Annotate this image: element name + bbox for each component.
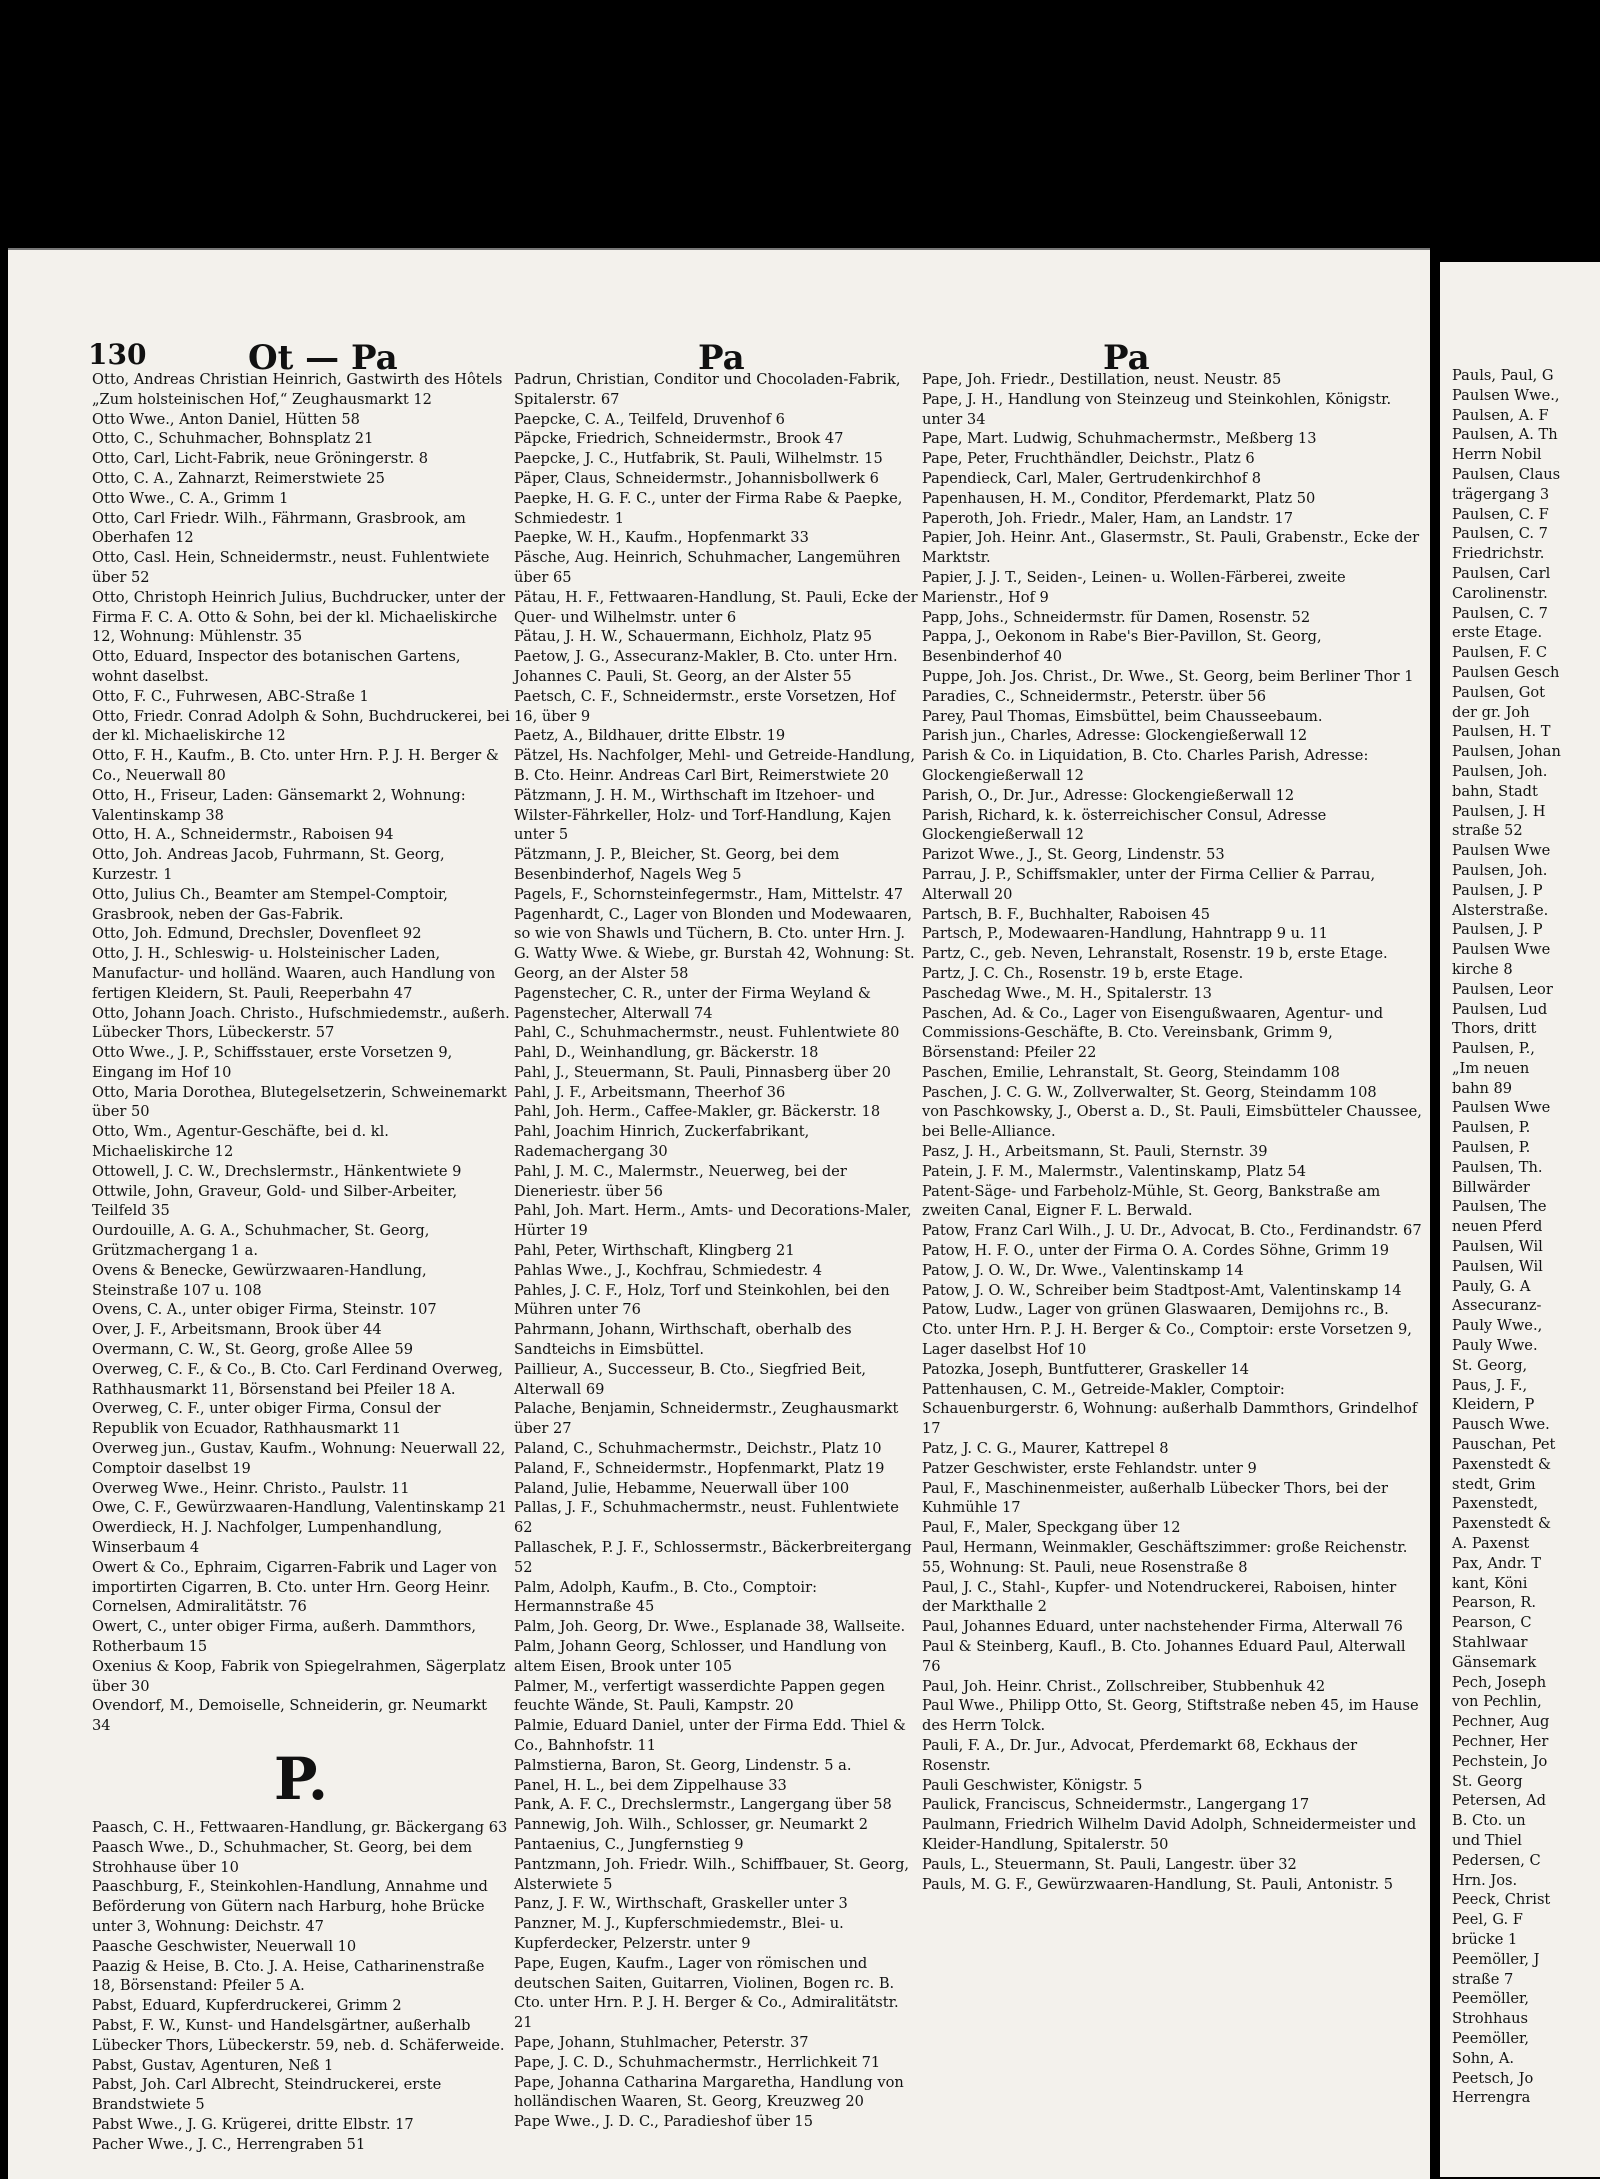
directory-entry: Paulsen, J. P [1452,881,1543,899]
directory-entry: Paland, Julie, Hebamme, Neuerwall über 100 [514,1479,850,1497]
directory-entry: Pahl, Joh. Herm., Caffee-Makler, gr. Bäckerstr. 18 [514,1103,881,1121]
directory-entry: Otto Wwe., Anton Daniel, Hütten 58 [92,410,360,428]
directory-entry: Palm, Johann Georg, Schlosser, und Handlung von altem Eisen, Brook unter 105 [514,1638,887,1675]
directory-entry: Otto, Wm., Agentur-Geschäfte, bei d. kl. Michaeliskirche 12 [92,1123,389,1161]
directory-entry: Paulsen Wwe [1452,941,1551,959]
directory-entry: Pabst Wwe., J. G. Krügerei, dritte Elbstr. 17 [92,2115,414,2133]
directory-entry: Pabst, F. W., Kunst- und Handelsgärtner, außerhalb Lübecker Thors, Lübeckerstr. 59, neb. d. Schäferweide. [92,2016,505,2054]
directory-entry: Papier, J. J. T., Seiden-, Leinen- u. Wollen-Färberei, zweite Marienstr., Hof 9 [922,568,1346,606]
directory-entry: Billwärder [1452,1178,1530,1196]
directory-entry: Peemöller, [1452,2029,1530,2047]
directory-entry: Paschen, Emilie, Lehranstalt, St. Georg, Steindamm 108 [922,1063,1340,1081]
directory-entry: Paulsen, J. H [1452,802,1546,820]
directory-entry: Pauly, G. A [1452,1277,1531,1295]
directory-entry: Pechner, Her [1452,1732,1549,1750]
directory-entry: Panel, H. L., bei dem Zippelhause 33 [514,1776,787,1794]
directory-entry: Papp, Johs., Schneidermstr. für Damen, Rosenstr. 52 [922,608,1311,626]
directory-entry: Peetsch, Jo [1452,2069,1534,2087]
directory-entry: Paulsen, F. C [1452,644,1548,662]
directory-entry: Pabst, Gustav, Agenturen, Neß 1 [92,2056,334,2074]
directory-entry: Pagels, F., Schornsteinfegermstr., Ham, Mittelstr. 47 [514,885,904,903]
directory-entry: Paxenstedt, [1452,1495,1538,1513]
directory-entry: Palm, Adolph, Kaufm., B. Cto., Comptoir: Hermannstraße 45 [514,1578,817,1616]
directory-entry: kant, Köni [1452,1574,1528,1592]
directory-entry: Patow, H. F. O., unter der Firma O. A. Cordes Söhne, Grimm 19 [922,1242,1390,1260]
directory-entry: Peeck, Christ [1452,1891,1551,1909]
directory-entry: Owert, C., unter obiger Firma, außerh. Dammthors, Rotherbaum 15 [92,1618,477,1655]
directory-entry: Paland, C., Schuhmachermstr., Deichstr., Platz 10 [514,1440,882,1458]
facing-page-column [1440,262,1600,2108]
directory-entry: Palache, Benjamin, Schneidermstr., Zeughausmarkt über 27 [514,1400,899,1438]
directory-entry: Parey, Paul Thomas, Eimsbüttel, beim Chausseebaum. [922,707,1323,725]
directory-entry: Paazig & Heise, B. Cto. J. A. Heise, Catharinenstraße 18, Börsenstand: Pfeiler 5 A. [92,1957,485,1995]
directory-entry: Paetow, J. G., Assecuranz-Makler, B. Cto. unter Hrn. Johannes C. Pauli, St. Georg, an der Alster 55 [514,648,898,685]
directory-entry: Patent-Säge- und Farbeholz-Mühle, St. Georg, Bankstraße am zweiten Canal, Eigner F. L. Berwald. [922,1182,1381,1220]
directory-entry: Pahl, Joachim Hinrich, Zuckerfabrikant, Rademachergang 30 [514,1123,810,1161]
directory-entry: Ottowell, J. C. W., Drechslermstr., Hänkentwiete 9 [92,1162,462,1180]
directory-entry: Paschen, J. C. G. W., Zollverwalter, St. Georg, Steindamm 108 [922,1083,1377,1101]
directory-entry: Ottwile, John, Graveur, Gold- und Silber-Arbeiter, Teilfeld 35 [92,1182,458,1220]
page-number: 130 [88,338,147,371]
directory-entry: Paschedag Wwe., M. H., Spitalerstr. 13 [922,984,1212,1002]
directory-entry: Pausch Wwe. [1452,1416,1550,1434]
directory-entry: Pax, Andr. T [1452,1554,1542,1572]
directory-entry: Pahles, J. C. F., Holz, Torf und Steinkohlen, bei den Mühren unter 76 [514,1281,890,1319]
directory-entry: Otto, Carl, Licht-Fabrik, neue Gröningerstr. 8 [92,450,429,468]
directory-entry: Patow, Ludw., Lager von grünen Glaswaaren, Demijohns rc., B. Cto. unter Hrn. P. J. H. Berger & Co., Comptoir: erste Vorsetzen 9, Lager daselbst Hof 10 [922,1301,1412,1359]
section-letter: P. [273,1744,329,1813]
directory-entry: Owe, C. F., Gewürzwaaren-Handlung, Valentinskamp 21 [92,1499,507,1517]
directory-entry: Parish, Richard, k. k. österreichischer Consul, Adresse Glockengießerwall 12 [922,806,1327,844]
directory-entry: Paxenstedt & [1452,1455,1551,1473]
directory-entry: Kleidern, P [1452,1396,1535,1414]
directory-entry: Pape, J. H., Handlung von Steinzeug und Steinkohlen, Königstr. unter 34 [922,390,1392,428]
directory-entry: von Pechlin, [1452,1693,1542,1711]
directory-entry: Paetsch, C. F., Schneidermstr., erste Vorsetzen, Hof 16, über 9 [514,687,896,725]
directory-entry: Overweg jun., Gustav, Kaufm., Wohnung: Neuerwall 22, Comptoir daselbst 19 [92,1440,506,1477]
directory-entry: Paulsen Wwe [1452,842,1551,860]
directory-entry: Paland, F., Schneidermstr., Hopfenmarkt, Platz 19 [514,1459,885,1477]
directory-entry: Pape, Johann, Stuhlmacher, Peterstr. 37 [514,2033,809,2051]
directory-entry: Pallaschek, P. J. F., Schlossermstr., Bäckerbreitergang 52 [514,1539,912,1576]
directory-entry: Paperoth, Joh. Friedr., Maler, Ham, an Landstr. 17 [922,509,1294,527]
directory-entry: St. Georg [1452,1772,1523,1790]
directory-entry: Patow, Franz Carl Wilh., J. U. Dr., Advocat, B. Cto., Ferdinandstr. 67 [922,1222,1422,1240]
directory-entry: Otto, Carl Friedr. Wilh., Fährmann, Grasbrook, am Oberhafen 12 [92,509,466,547]
directory-entry: Otto Wwe., J. P., Schiffsstauer, erste Vorsetzen 9, Eingang im Hof 10 [92,1044,453,1081]
directory-entry: Pauli, F. A., Dr. Jur., Advocat, Pferdemarkt 68, Eckhaus der Rosenstr. [922,1736,1358,1774]
directory-entry: Pabst, Eduard, Kupferdruckerei, Grimm 2 [92,1997,402,2015]
directory-entry: Paul, Joh. Heinr. Christ., Zollschreiber, Stubbenhuk 42 [922,1677,1326,1695]
directory-entry: Otto, C. A., Zahnarzt, Reimerstwiete 25 [92,469,385,487]
directory-entry: Päsche, Aug. Heinrich, Schuhmacher, Langemühren über 65 [514,549,901,586]
directory-entry: Paulsen, H. T [1452,723,1551,741]
directory-entry: Oxenius & Koop, Fabrik von Spiegelrahmen, Sägerplatz über 30 [92,1657,506,1695]
directory-entry: Pauls, Paul, G [1452,367,1554,384]
directory-entry: Otto, H. A., Schneidermstr., Raboisen 94 [92,826,394,844]
directory-entry: Paul, F., Maschinenmeister, außerhalb Lübecker Thors, bei der Kuhmühle 17 [922,1479,1389,1517]
directory-entry: Parrau, J. P., Schiffsmakler, unter der Firma Cellier & Parrau, Alterwall 20 [922,865,1376,903]
directory-entry: und Thiel [1452,1831,1522,1849]
directory-entry: Otto Wwe., C. A., Grimm 1 [92,489,289,507]
directory-entry: Otto, Friedr. Conrad Adolph & Sohn, Buchdruckerei, bei der kl. Michaeliskirche 12 [92,707,510,745]
directory-entry: Papendieck, Carl, Maler, Gertrudenkirchhof 8 [922,469,1262,487]
directory-entry: Overweg, C. F., unter obiger Firma, Consul der Republik von Ecuador, Rathhausmarkt 11 [92,1400,441,1438]
directory-entry: Paepke, H. G. F. C., unter der Firma Rabe & Paepke, Schmiedestr. 1 [514,489,903,527]
directory-entry: Paepcke, C. A., Teilfeld, Druvenhof 6 [514,410,785,428]
directory-entry: neuen Pferd [1452,1218,1543,1236]
directory-entry: Sohn, A. [1452,2049,1515,2067]
directory-entry: straße 52 [1452,822,1523,840]
directory-entry: Paulsen, Wil [1452,1238,1543,1256]
directory-column-2 [514,370,918,2132]
directory-entry: Otto, Joh. Andreas Jacob, Fuhrmann, St. Georg, Kurzestr. 1 [92,846,445,883]
directory-entry: St. Georg, [1452,1356,1528,1374]
directory-entry: Paetz, A., Bildhauer, dritte Elbstr. 19 [514,727,786,745]
directory-entry: Paepke, W. H., Kaufm., Hopfenmarkt 33 [514,529,809,547]
directory-entry: Otto, Casl. Hein, Schneidermstr., neust. Fuhlentwiete über 52 [92,549,490,586]
directory-entry: Patow, J. O. W., Dr. Wwe., Valentinskamp 14 [922,1261,1244,1279]
directory-entry: Pearson, R. [1452,1594,1537,1612]
directory-entry: Pape, J. C. D., Schuhmachermstr., Herrlichkeit 71 [514,2053,881,2071]
directory-entry: bahn, Stadt [1452,782,1538,800]
directory-entry: Partz, C., geb. Neven, Lehranstalt, Rosenstr. 19 b, erste Etage. [922,945,1388,963]
directory-entry: Pape, Eugen, Kaufm., Lager von römischen und deutschen Saiten, Guitarren, Violinen, Bogen rc. B. Cto. unter Hrn. P. J. H. Berger & Co., Admiralitätstr. 21 [514,1954,899,2032]
directory-entry: Pacher Wwe., J. C., Herrengraben 51 [92,2135,366,2153]
directory-entry: Paulsen, P., [1452,1040,1535,1058]
directory-entry: Pahlas Wwe., J., Kochfrau, Schmiedestr. 4 [514,1261,823,1279]
directory-entry: Papenhausen, H. M., Conditor, Pferdemarkt, Platz 50 [922,489,1316,507]
running-header-right: Pa [1103,338,1150,378]
directory-entry: Partsch, P., Modewaaren-Handlung, Hahntrapp 9 u. 11 [922,925,1328,943]
directory-entry: Pätau, J. H. W., Schauermann, Eichholz, Platz 95 [514,628,873,646]
directory-entry: Pahrmann, Johann, Wirthschaft, oberhalb des Sandteichs in Eimsbüttel. [514,1321,852,1359]
directory-entry: Päpcke, Friedrich, Schneidermstr., Brook 47 [514,430,844,448]
directory-entry: Paulsen, Johan [1452,743,1561,761]
directory-entry: Pauls, L., Steuermann, St. Pauli, Langestr. über 32 [922,1855,1297,1873]
directory-entry: Paradies, C., Schneidermstr., Peterstr. über 56 [922,687,1267,705]
directory-entry: Patzer Geschwister, erste Fehlandstr. unter 9 [922,1459,1257,1477]
directory-entry: Paulsen, P. [1452,1119,1531,1137]
directory-entry: Paaschburg, F., Steinkohlen-Handlung, Annahme und Beförderung von Gütern nach Harburg, hohe Brücke unter 3, Wohnung: Deichstr. 47 [92,1878,488,1935]
directory-entry: Paul & Steinberg, Kaufl., B. Cto. Johannes Eduard Paul, Alterwall 76 [922,1638,1406,1675]
directory-entry: Paulsen, The [1452,1198,1547,1216]
directory-entry: Pahl, J. M. C., Malermstr., Neuerweg, bei der Dieneriestr. über 56 [514,1162,847,1200]
running-header-left: Ot — Pa [248,338,398,378]
directory-entry: Pape, Peter, Fruchthändler, Deichstr., Platz 6 [922,450,1255,468]
directory-entry: Pechstein, Jo [1452,1752,1548,1770]
facing-page-fragment [1440,262,1600,2177]
directory-entry: Pantaenius, C., Jungfernstieg 9 [514,1835,744,1853]
directory-entry: Parish, O., Dr. Jur., Adresse: Glockengießerwall 12 [922,786,1295,804]
directory-entry: Paulsen, Claus [1452,465,1561,483]
directory-entry: Otto, Maria Dorothea, Blutegelsetzerin, Schweinemarkt über 50 [92,1083,507,1121]
directory-entry: Alsterstraße. [1452,901,1549,919]
directory-entry: Overweg Wwe., Heinr. Christo., Paulstr. 11 [92,1479,410,1497]
directory-entry: Paulsen, P. [1452,1139,1531,1157]
directory-entry: Paschen, Ad. & Co., Lager von Eisengußwaaren, Agentur- und Commissions-Geschäfte, B. Cto. Vereinsbank, Grimm 9, Börsenstand: Pfeiler 22 [922,1004,1384,1062]
directory-entry: Paulsen, Th. [1452,1158,1543,1176]
directory-entry: Panz, J. F. W., Wirthschaft, Graskeller unter 3 [514,1895,848,1913]
directory-entry: Palmer, M., verfertigt wasserdichte Pappen gegen feuchte Wände, St. Pauli, Kampstr. 20 [514,1677,885,1715]
directory-entry: Paulsen, Joh. [1452,762,1548,780]
directory-entry: Panzner, M. J., Kupferschmiedemstr., Blei- u. Kupferdecker, Pelzerstr. unter 9 [514,1915,844,1952]
directory-entry: Pagenhardt, C., Lager von Blonden und Modewaaren, so wie von Shawls und Tüchern, B. Cto. unter Hrn. J. G. Watty Wwe. & Wiebe, gr. Burstah 42, Wohnung: St. Georg, an der Alster 58 [514,905,915,982]
directory-entry: Pallas, J. F., Schuhmachermstr., neust. Fuhlentwiete 62 [514,1499,899,1537]
directory-entry: Pearson, C [1452,1614,1532,1632]
directory-entry: Pätzel, Hs. Nachfolger, Mehl- und Getreide-Handlung, B. Cto. Heinr. Andreas Carl Birt, Reimerstwiete 20 [514,747,915,784]
directory-entry: Pätzmann, J. H. M., Wirthschaft im Itzehoer- und Wilster-Fährkeller, Holz- und Torf-Handlung, Kajen unter 5 [514,786,892,844]
directory-entry: Pank, A. F. C., Drechslermstr., Langergang über 58 [514,1796,892,1814]
directory-entry: Pahl, C., Schuhmachermstr., neust. Fuhlentwiete 80 [514,1024,900,1042]
directory-entry: Otto, Johann Joach. Christo., Hufschmiedemstr., außerh. Lübecker Thors, Lübeckerstr. 57 [92,1004,510,1042]
directory-entry: Pabst, Joh. Carl Albrecht, Steindruckerei, erste Brandstwiete 5 [92,2076,442,2114]
directory-entry: Parish & Co. in Liquidation, B. Cto. Charles Parish, Adresse: Glockengießerwall 12 [922,747,1369,784]
directory-entry: Pahl, J. F., Arbeitsmann, Theerhof 36 [514,1083,786,1101]
directory-entry: Stahlwaar [1452,1634,1528,1651]
directory-entry: Petersen, Ad [1452,1792,1546,1810]
directory-entry: Assecuranz- [1452,1297,1542,1315]
directory-entry: Pasz, J. H., Arbeitsmann, St. Pauli, Sternstr. 39 [922,1143,1268,1161]
directory-entry: Pape, Mart. Ludwig, Schuhmachermstr., Meßberg 13 [922,430,1317,448]
directory-entry: Paulsen, Lud [1452,1000,1548,1018]
directory-entry: kirche 8 [1452,960,1513,978]
directory-entry: erste Etage. [1452,624,1543,642]
directory-entry: Pahl, Peter, Wirthschaft, Klingberg 21 [514,1242,795,1260]
directory-entry: Paulsen, J. P [1452,921,1543,939]
directory-entry: Päper, Claus, Schneidermstr., Johannisbollwerk 6 [514,469,879,487]
directory-entry: Pätau, H. F., Fettwaaren-Handlung, St. Pauli, Ecke der Quer- und Wilhelmstr. unter 6 [514,588,918,626]
directory-entry: Friedrichstr. [1452,545,1545,563]
running-header-middle: Pa [698,338,745,378]
directory-entry: Pahl, D., Weinhandlung, gr. Bäckerstr. 18 [514,1044,819,1062]
directory-entry: Patow, J. O. W., Schreiber beim Stadtpost-Amt, Valentinskamp 14 [922,1281,1402,1299]
directory-entry: Pätzmann, J. P., Bleicher, St. Georg, bei dem Besenbinderhof, Nagels Weg 5 [514,846,840,883]
directory-entry: Otto, F. C., Fuhrwesen, ABC-Straße 1 [92,687,369,705]
directory-entry: A. Paxenst [1452,1535,1530,1553]
directory-entry: Paul Wwe., Philipp Otto, St. Georg, Stiftstraße neben 45, im Hause des Herrn Tolck. [922,1697,1419,1735]
directory-entry: Palmie, Eduard Daniel, unter der Firma Edd. Thiel & Co., Bahnhofstr. 11 [514,1717,906,1754]
directory-entry: Puppe, Joh. Jos. Christ., Dr. Wwe., St. Georg, beim Berliner Thor 1 [922,667,1414,685]
directory-entry: Paulmann, Friedrich Wilhelm David Adolph, Schneidermeister und Kleider-Handlung, Spitalerstr. 50 [922,1816,1417,1853]
directory-entry: Pauly Wwe., [1452,1317,1543,1335]
directory-entry: Pannewig, Joh. Wilh., Schlosser, gr. Neumarkt 2 [514,1816,869,1834]
directory-entry: Ovendorf, M., Demoiselle, Schneiderin, gr. Neumarkt 34 [92,1697,487,1735]
directory-entry: Ourdouille, A. G. A., Schuhmacher, St. Georg, Grützmachergang 1 a. [92,1222,430,1260]
directory-entry: bahn 89 [1452,1079,1513,1097]
directory-entry: Parizot Wwe., J., St. Georg, Lindenstr. 53 [922,846,1225,864]
directory-entry: Overweg, C. F., & Co., B. Cto. Carl Ferdinand Overweg, Rathhausmarkt 11, Börsenstand bei Pfeiler 18 A. [92,1360,503,1398]
directory-entry: Paul, J. C., Stahl-, Kupfer- und Notendruckerei, Raboisen, hinter der Markthalle 2 [922,1578,1397,1616]
directory-entry: Pahl, J., Steuermann, St. Pauli, Pinnasberg über 20 [514,1063,891,1081]
directory-entry: Pattenhausen, C. M., Getreide-Makler, Comptoir: Schauenburgerstr. 6, Wohnung: außerhalb Dammthors, Grindelhof 17 [922,1380,1418,1438]
directory-entry: Paus, J. F., [1452,1376,1528,1394]
directory-entry: Palm, Joh. Georg, Dr. Wwe., Esplanade 38, Wallseite. [514,1618,906,1636]
directory-entry: Peel, G. F [1452,1911,1523,1929]
directory-entry: Patozka, Joseph, Buntfutterer, Graskeller 14 [922,1360,1250,1378]
directory-entry: Paulsen, Joh. [1452,861,1548,879]
directory-entry: der gr. Joh [1452,703,1530,721]
directory-entry: Pahl, Joh. Mart. Herm., Amts- und Decorations-Maler, Hürter 19 [514,1202,912,1240]
directory-entry: Paulsen, C. 7 [1452,525,1548,543]
directory-entry: Otto, Joh. Edmund, Drechsler, Dovenfleet 92 [92,925,422,943]
directory-entry: Pauly Wwe. [1452,1337,1538,1355]
directory-entry: Pape Wwe., J. D. C., Paradieshof über 15 [514,2113,814,2131]
directory-entry: Ovens, C. A., unter obiger Firma, Steinstr. 107 [92,1301,437,1319]
directory-entry: Otto, J. H., Schleswig- u. Holsteinischer Laden, Manufactur- und holländ. Waaren, auch Handlung von fertigen Kleidern, St. Pauli, Reeperbahn 47 [92,945,496,1002]
directory-entry: straße 7 [1452,1970,1514,1988]
directory-entry: Owert & Co., Ephraim, Cigarren-Fabrik und Lager von importirten Cigarren, B. Cto. unter Hrn. Georg Heinr. Cornelsen, Admiralitätstr. 76 [92,1558,497,1616]
directory-entry: Padrun, Christian, Conditor und Chocoladen-Fabrik, Spitalerstr. 67 [514,371,901,408]
directory-entry: Thors, dritt [1452,1020,1537,1038]
directory-entry: Paul, Hermann, Weinmakler, Geschäftszimmer: große Reichenstr. 55, Wohnung: St. Pauli, neue Rosenstraße 8 [922,1539,1408,1576]
book-page [8,248,1430,2179]
directory-entry: Carolinenstr. [1452,584,1548,602]
directory-entry: Partsch, B. F., Buchhalter, Raboisen 45 [922,905,1210,923]
directory-entry: Pauls, M. G. F., Gewürzwaaren-Handlung, St. Pauli, Antonistr. 5 [922,1875,1394,1893]
directory-entry: Paulsen Wwe., [1452,386,1560,404]
directory-entry: Pedersen, C [1452,1851,1541,1869]
directory-entry: Pech, Joseph [1452,1673,1547,1691]
directory-entry: Peemöller, J [1452,1950,1540,1968]
directory-entry: Palmstierna, Baron, St. Georg, Lindenstr. 5 a. [514,1756,852,1774]
directory-entry: Herrn Nobil [1452,446,1542,464]
directory-entry: „Im neuen [1452,1059,1530,1077]
directory-entry: Paul, Johannes Eduard, unter nachstehender Firma, Alterwall 76 [922,1618,1403,1636]
directory-entry: Paulsen, A. F [1452,406,1549,424]
directory-entry: Paepcke, J. C., Hutfabrik, St. Pauli, Wilhelmstr. 15 [514,450,883,468]
directory-entry: Peemöller, [1452,1990,1530,2008]
directory-entry: B. Cto. un [1452,1812,1526,1830]
directory-entry: Otto, Christoph Heinrich Julius, Buchdrucker, unter der Firma F. C. A. Otto & Sohn, bei der kl. Michaeliskirche 12, Wohnung: Mühlenstr. 35 [92,588,506,646]
directory-entry: Paulsen Gesch [1452,663,1560,681]
directory-entry: Pape, Johanna Catharina Margaretha, Handlung von holländischen Waaren, St. Georg, Kreuzweg 20 [514,2073,904,2111]
directory-entry: Pagenstecher, C. R., unter der Firma Weyland & Pagenstecher, Alterwall 74 [514,984,871,1022]
directory-entry: Otto, Andreas Christian Heinrich, Gastwirth des Hôtels „Zum holsteinischen Hof,“ Zeughausmarkt 12 [92,371,503,408]
directory-entry: Pappa, J., Oekonom in Rabe's Bier-Pavillon, St. Georg, Besenbinderhof 40 [922,628,1322,666]
directory-column-1 [92,370,510,2155]
directory-entry: stedt, Grim [1452,1475,1536,1493]
directory-entry: Paulsen, Carl [1452,564,1551,582]
directory-entry: Otto, F. H., Kaufm., B. Cto. unter Hrn. P. J. H. Berger & Co., Neuerwall 80 [92,747,499,784]
directory-entry: Otto, H., Friseur, Laden: Gänsemarkt 2, Wohnung: Valentinskamp 38 [92,786,466,824]
directory-entry: Pantzmann, Joh. Friedr. Wilh., Schiffbauer, St. Georg, Alsterwiete 5 [514,1855,910,1893]
directory-entry: trägergang 3 [1452,485,1550,503]
directory-entry: Pauschan, Pet [1452,1436,1556,1454]
directory-entry: Ovens & Benecke, Gewürzwaaren-Handlung, Steinstraße 107 u. 108 [92,1261,427,1299]
directory-entry: Paulsen, Got [1452,683,1546,701]
directory-entry: Overmann, C. W., St. Georg, große Allee 59 [92,1341,414,1359]
directory-entry: Otto, Eduard, Inspector des botanischen Gartens, wohnt daselbst. [92,648,461,685]
directory-entry: Paulsen, C. F [1452,505,1549,523]
directory-entry: Paulick, Franciscus, Schneidermstr., Langergang 17 [922,1796,1310,1814]
directory-entry: Parish jun., Charles, Adresse: Glockengießerwall 12 [922,727,1308,745]
directory-entry: Otto, Julius Ch., Beamter am Stempel-Comptoir, Grasbrook, neben der Gas-Fabrik. [92,885,448,923]
directory-entry: Herrengra [1452,2089,1531,2107]
directory-column-3 [922,370,1422,1894]
directory-entry: Patz, J. C. G., Maurer, Kattrepel 8 [922,1440,1169,1458]
directory-entry: brücke 1 [1452,1930,1518,1948]
directory-entry: Paulsen, Leor [1452,980,1553,998]
directory-entry: Paasch Wwe., D., Schuhmacher, St. Georg, bei dem Strohhause über 10 [92,1838,473,1876]
directory-entry: Patein, J. F. M., Malermstr., Valentinskamp, Platz 54 [922,1162,1307,1180]
directory-entry: Papier, Joh. Heinr. Ant., Glasermstr., St. Pauli, Grabenstr., Ecke der Marktstr. [922,529,1420,567]
directory-entry: Pechner, Aug [1452,1713,1550,1731]
directory-entry: Paul, F., Maler, Speckgang über 12 [922,1519,1181,1537]
directory-entry: Pauli Geschwister, Königstr. 5 [922,1776,1143,1794]
directory-entry: Paasche Geschwister, Neuerwall 10 [92,1937,357,1955]
directory-entry: Paillieur, A., Successeur, B. Cto., Siegfried Beit, Alterwall 69 [514,1360,867,1398]
directory-entry: Paxenstedt & [1452,1515,1551,1533]
directory-entry: Hrn. Jos. [1452,1871,1518,1889]
directory-entry: Gänsemark [1452,1653,1537,1671]
directory-entry: Pape, Joh. Friedr., Destillation, neust. Neustr. 85 [922,371,1282,388]
directory-entry: Partz, J. C. Ch., Rosenstr. 19 b, erste Etage. [922,964,1244,982]
directory-entry: Over, J. F., Arbeitsmann, Brook über 44 [92,1321,382,1339]
directory-entry: Paulsen Wwe [1452,1099,1551,1117]
directory-entry: Paulsen, C. 7 [1452,604,1548,622]
directory-entry: Paulsen, A. Th [1452,426,1558,444]
directory-entry: Otto, C., Schuhmacher, Bohnsplatz 21 [92,430,374,448]
directory-entry: Owerdieck, H. J. Nachfolger, Lumpenhandlung, Winserbaum 4 [92,1519,443,1557]
directory-entry: von Paschkowsky, J., Oberst a. D., St. Pauli, Eimsbütteler Chaussee, bei Belle-Alliance. [922,1103,1422,1141]
directory-entry: Paulsen, Wil [1452,1257,1543,1275]
directory-entry: Paasch, C. H., Fettwaaren-Handlung, gr. Bäckergang 63 [92,1818,508,1836]
directory-entry: Strohhaus [1452,2010,1529,2028]
